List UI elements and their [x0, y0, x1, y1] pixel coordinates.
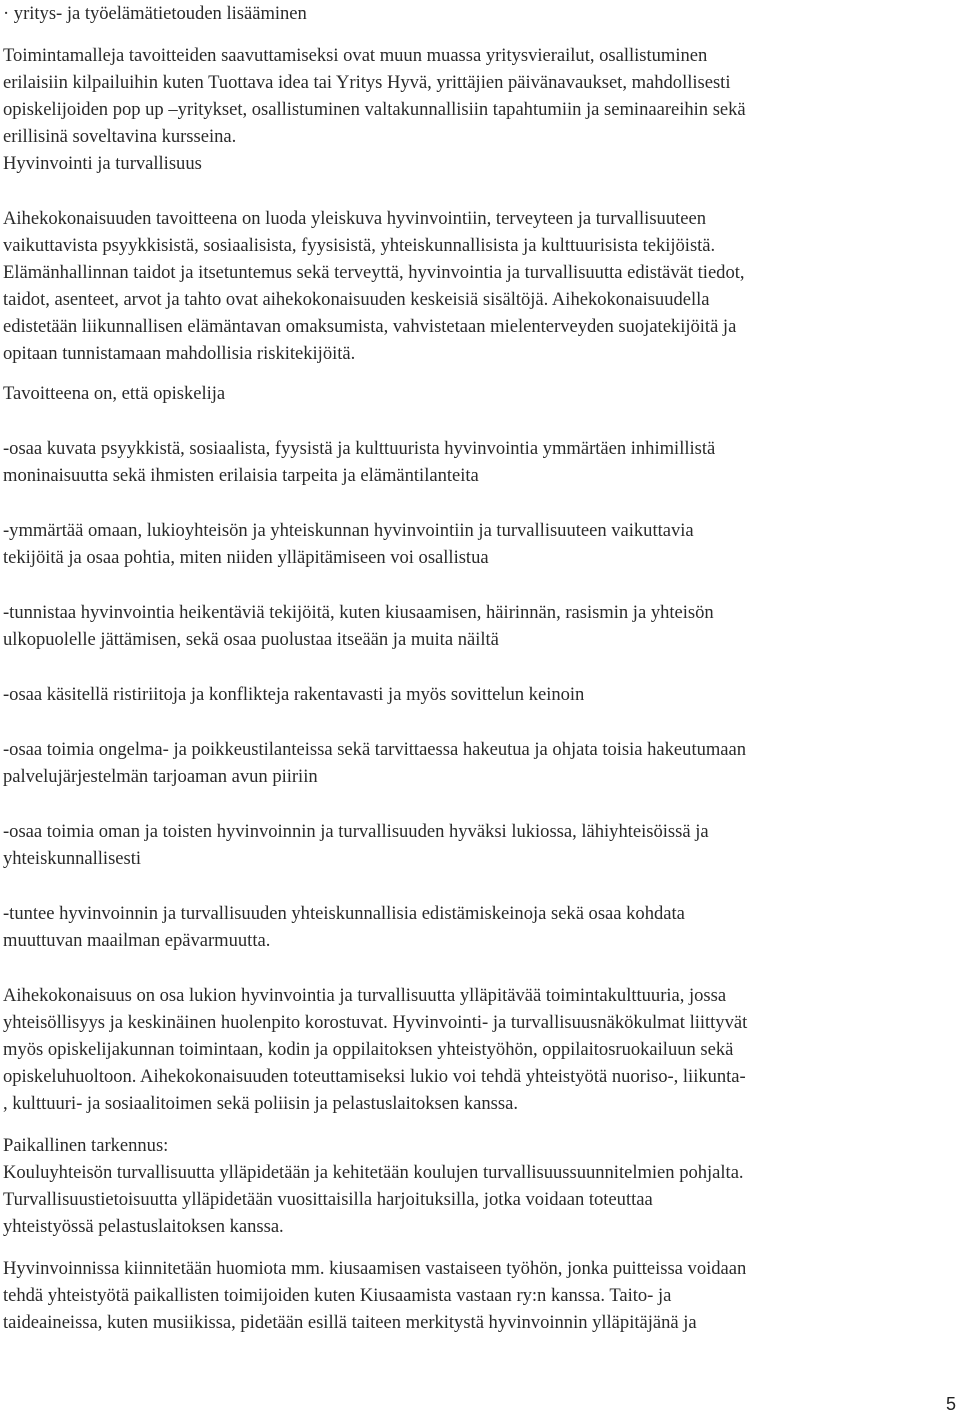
paragraph-spacer — [3, 872, 958, 900]
text-line: Toimintamalleja tavoitteiden saavuttamiseksi ovat muun muassa yritysvierailut, osallistuminen — [3, 45, 708, 66]
text-line: -ymmärtää omaan, lukioyhteisön ja yhteiskunnan hyvinvointiin ja turvallisuuteen vaikuttavia — [3, 520, 694, 541]
text-line: -osaa kuvata psyykkistä, sosiaalista, fyysistä ja kulttuurista hyvinvointia ymmärtäen inhimillistä — [3, 438, 716, 459]
document-page — [3, 0, 958, 1336]
text-line: Aihekokonaisuuden tavoitteena on luoda yleiskuva hyvinvointiin, terveyteen ja turvallisuuteen — [3, 208, 706, 229]
text-line: edistetään liikunnallisen elämäntavan omaksumista, vahvistetaan mielenterveyden suojatekijöitä ja — [3, 316, 737, 337]
paragraph-spacer — [3, 407, 958, 435]
section-paragraph — [3, 205, 958, 367]
goals-intro — [3, 380, 958, 407]
text-line: myös opiskelijakunnan toimintaan, kodin ja oppilaitoksen yhteistyöhön, oppilaitosruokailuun sekä — [3, 1039, 734, 1060]
text-line: erillisinä soveltavina kursseina. — [3, 126, 237, 147]
text-line: Aihekokonaisuus on osa lukion hyvinvointia ja turvallisuutta ylläpitävää toimintakulttuuria, jossa — [3, 985, 727, 1006]
paragraph-spacer — [3, 27, 958, 42]
text-line: palvelujärjestelmän tarjoaman avun piiriin — [3, 766, 318, 787]
text-line: · yritys- ja työelämätietouden lisääminen — [3, 3, 307, 24]
text-line: tehdä yhteistyötä paikallisten toimijoiden kuten Kiusaamista vastaan ry:n kanssa. Taito- ja — [3, 1285, 672, 1306]
text-line: yhteisöllisyys ja keskinäinen huolenpito korostuvat. Hyvinvointi- ja turvallisuusnäkökulmat liittyvät — [3, 1012, 748, 1033]
local-paragraph — [3, 1132, 958, 1240]
paragraph-spacer — [3, 954, 958, 982]
paragraph-spacer — [3, 790, 958, 818]
text-line: yhteiskunnallisesti — [3, 848, 142, 869]
goal-item — [3, 818, 958, 872]
text-line: Hyvinvointi ja turvallisuus — [3, 153, 202, 174]
text-line: yhteistyössä pelastuslaitoksen kanssa. — [3, 1216, 284, 1237]
text-line: -osaa toimia ongelma- ja poikkeustilanteissa sekä tarvittaessa hakeutua ja ohjata toisia hakeutumaan — [3, 739, 747, 760]
text-line: , kulttuuri- ja sosiaalitoimen sekä poliisin ja pelastuslaitoksen kanssa. — [3, 1093, 518, 1114]
goal-item — [3, 517, 958, 571]
goal-item — [3, 900, 958, 954]
text-line: Hyvinvoinnissa kiinnitetään huomiota mm. kiusaamisen vastaiseen työhön, jonka puitteissa voidaan — [3, 1258, 747, 1279]
text-line: Kouluyhteisön turvallisuutta ylläpidetään ja kehitetään koulujen turvallisuussuunnitelmien pohjalta. — [3, 1162, 744, 1183]
culture-paragraph — [3, 982, 958, 1117]
text-line: -tuntee hyvinvoinnin ja turvallisuuden yhteiskunnallisia edistämiskeinoja sekä osaa kohdata — [3, 903, 685, 924]
wellbeing-paragraph — [3, 1255, 958, 1336]
text-line: -tunnistaa hyvinvointia heikentäviä tekijöitä, kuten kiusaamisen, häirinnän, rasismin ja yhteisön — [3, 602, 714, 623]
text-line: muuttuvan maailman epävarmuutta. — [3, 930, 271, 951]
paragraph-spacer — [3, 367, 958, 380]
paragraph-spacer — [3, 571, 958, 599]
text-line: opiskelijoiden pop up –yritykset, osallistuminen valtakunnallisiin tapahtumiin ja seminaareihin sekä — [3, 99, 746, 120]
page-number: 5 — [945, 1394, 956, 1414]
text-line: opiskeluhuoltoon. Aihekokonaisuuden toteuttamiseksi lukio voi tehdä yhteistyötä nuoriso-, liikunta- — [3, 1066, 746, 1087]
text-line: Elämänhallinnan taidot ja itsetuntemus sekä terveyttä, hyvinvointia ja turvallisuutta edistävät tiedot, — [3, 262, 745, 283]
goal-item — [3, 736, 958, 790]
goal-item — [3, 681, 958, 708]
text-line: moninaisuutta sekä ihmisten erilaisia tarpeita ja elämäntilanteita — [3, 465, 479, 486]
paragraph-spacer — [3, 1240, 958, 1255]
paragraph-spacer — [3, 1117, 958, 1132]
paragraph-spacer — [3, 489, 958, 517]
paragraph-spacer — [3, 653, 958, 681]
text-line: -osaa toimia oman ja toisten hyvinvoinnin ja turvallisuuden hyväksi lukiossa, lähiyhteisöissä ja — [3, 821, 709, 842]
text-line: tekijöitä ja osaa pohtia, miten niiden ylläpitämiseen voi osallistua — [3, 547, 489, 568]
text-line: Turvallisuustietoisuutta ylläpidetään vuosittaisilla harjoituksilla, jotka voidaan toteuttaa — [3, 1189, 653, 1210]
goal-item — [3, 435, 958, 489]
paragraph-spacer — [3, 177, 958, 205]
goal-item — [3, 599, 958, 653]
text-line: vaikuttavista psyykkisistä, sosiaalisista, fyysisistä, yhteiskunnallisista ja kulttuurisista tekijöistä. — [3, 235, 716, 256]
bullet-heading — [3, 0, 958, 27]
text-line: taideaineissa, kuten musiikissa, pidetään esillä taiteen merkitystä hyvinvoinnin ylläpitäjänä ja — [3, 1312, 697, 1333]
section-heading — [3, 150, 958, 177]
text-line: Paikallinen tarkennus: — [3, 1135, 169, 1156]
text-line: ulkopuolelle jättämisen, sekä osaa puolustaa itseään ja muita näiltä — [3, 629, 499, 650]
text-line: -osaa käsitellä ristiriitoja ja konflikteja rakentavasti ja myös sovittelun keinoin — [3, 684, 585, 705]
text-line: opitaan tunnistamaan mahdollisia riskitekijöitä. — [3, 343, 356, 364]
text-line: taidot, asenteet, arvot ja tahto ovat aihekokonaisuuden keskeisiä sisältöjä. Aihekokonaisuudella — [3, 289, 710, 310]
text-line: Tavoitteena on, että opiskelija — [3, 383, 226, 404]
paragraph-spacer — [3, 708, 958, 736]
intro-paragraph — [3, 42, 958, 150]
text-line: erilaisiin kilpailuihin kuten Tuottava idea tai Yritys Hyvä, yrittäjien päivänavaukset, mahdollisesti — [3, 72, 731, 93]
